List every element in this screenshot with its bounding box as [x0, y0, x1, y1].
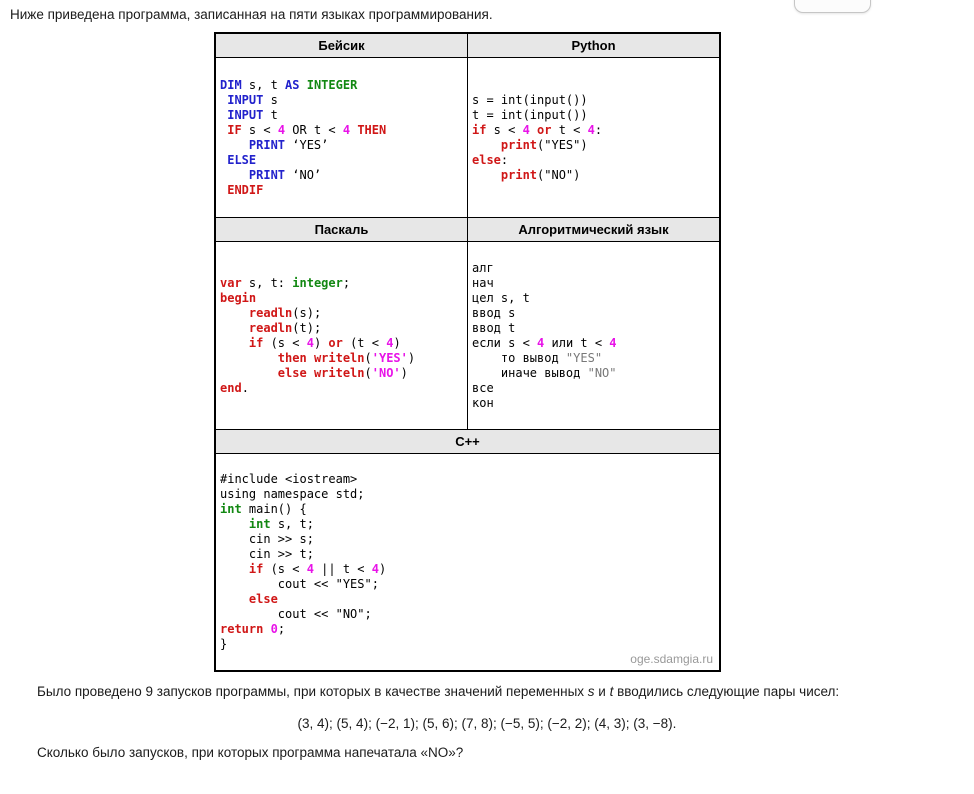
task-description-part2: и [594, 684, 610, 699]
code-line: cout << "NO"; [220, 607, 372, 621]
number-pairs: (3, 4); (5, 4); (−2, 1); (5, 6); (7, 8); (−5, 5); (−2, 2); (4, 3); (3, −8). [297, 716, 677, 731]
code-line: алг [472, 260, 494, 275]
code-python [468, 58, 719, 217]
code-line: if s < 4 or t < 4: [472, 122, 603, 137]
top-right-button[interactable] [794, 0, 871, 13]
code-line: если s < 4 или t < 4 [472, 335, 617, 350]
var-t: t [609, 684, 614, 699]
code-line: IF s < 4 OR t < 4 THEN [227, 122, 387, 137]
code-line: end. [220, 380, 249, 395]
code-line: INPUT t [227, 107, 278, 122]
code-line: PRINT ‘YES’ [248, 137, 329, 152]
code-line: begin [220, 290, 257, 305]
table-header-python: Python [571, 38, 616, 53]
code-algo [468, 242, 719, 429]
code-line: нач [472, 275, 494, 290]
code-basic [216, 58, 468, 217]
code-row-2 [216, 242, 719, 430]
code-cpp [216, 454, 719, 670]
table-header-basic: Бейсик [216, 34, 468, 57]
table-header-row-1 [216, 34, 719, 58]
table-header-pascal: Паскаль [216, 218, 468, 241]
code-line: readln(t); [248, 320, 322, 335]
code-line: int s, t; [248, 517, 314, 531]
code-line: цел s, t [472, 290, 530, 305]
task-description-part3: вводились следующие пары чисел: [613, 684, 840, 699]
task-description-part1: Было проведено 9 запусков программы, при которых в качестве значений переменных [37, 684, 588, 699]
code-line: s = int(input()) [472, 92, 588, 107]
code-line: print("YES") [500, 137, 588, 152]
task-question: Сколько было запусков, при которых программа напечатала «NO»? [37, 745, 464, 760]
code-row-3 [216, 454, 719, 670]
code-line: ELSE [227, 152, 257, 167]
code-line: using namespace std; [220, 487, 365, 501]
table-header-algo: Алгоритмический язык [518, 222, 669, 237]
code-line: print("NO") [500, 167, 581, 182]
code-line: else: [472, 152, 509, 167]
code-line: PRINT ‘NO’ [248, 167, 322, 182]
watermark: oge.sdamgia.ru [630, 652, 713, 666]
intro-text: Ниже приведена программа, записанная на пяти языках программирования. [10, 7, 493, 22]
code-line: cin >> s; [220, 532, 314, 546]
code-line: if (s < 4 || t < 4) [248, 562, 387, 576]
code-line: cin >> t; [220, 547, 314, 561]
code-line: var s, t: integer; [220, 275, 351, 290]
code-line: ввод s [472, 305, 516, 320]
program-table [214, 32, 721, 672]
table-header-cpp: C++ [455, 434, 480, 449]
table-header-row-3 [216, 430, 719, 454]
code-line: иначе вывод "NO" [472, 365, 617, 380]
code-line: DIM s, t AS INTEGER [220, 77, 358, 92]
code-line: else writeln('NO') [277, 365, 408, 380]
var-s: s [587, 684, 595, 699]
code-line: INPUT s [227, 92, 278, 107]
code-line: кон [472, 395, 494, 410]
code-row-1 [216, 58, 719, 218]
code-line: } [220, 637, 228, 651]
code-line: return 0; [220, 622, 286, 636]
code-line: then writeln('YES') [277, 350, 416, 365]
code-line: int main() { [220, 502, 307, 516]
code-line: if (s < 4) or (t < 4) [248, 335, 401, 350]
task-description [10, 683, 964, 700]
code-pascal [216, 242, 468, 429]
task-section [10, 683, 964, 761]
code-line: все [472, 380, 494, 395]
table-header-row-2 [216, 218, 719, 242]
code-line: else [248, 592, 278, 606]
code-line: ENDIF [227, 182, 264, 197]
code-line: #include <iostream> [220, 472, 358, 486]
code-line: readln(s); [248, 305, 322, 320]
code-line: cout << "YES"; [220, 577, 379, 591]
code-line: то вывод "YES" [472, 350, 603, 365]
code-line: t = int(input()) [472, 107, 588, 122]
code-line: ввод t [472, 320, 516, 335]
